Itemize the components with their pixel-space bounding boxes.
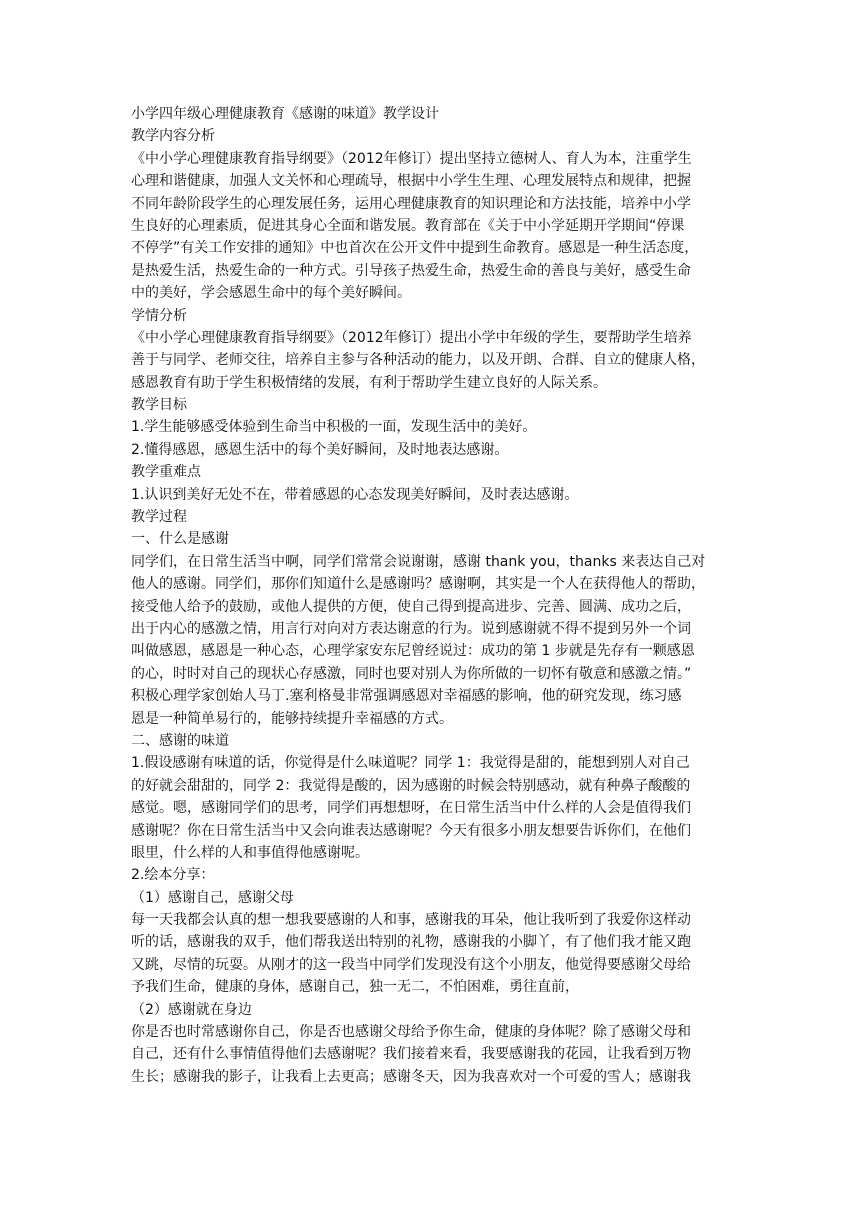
section-heading: 教学目标 [131, 397, 187, 414]
subsection-heading: 二、感谢的味道 [131, 732, 229, 749]
section-heading: 教学内容分析 [131, 128, 215, 145]
list-item: 1.学生能够感受体验到生命当中积极的一面，发现生活中的美好。 [131, 419, 537, 436]
paragraph-line: 同学们，在日常生活当中啊，同学们常常会说谢谢，感谢 thank you，thanks 来表达自己对 [131, 553, 706, 570]
paragraph-line: 不停学”有关工作安排的通知》中也首次在公开文件中提到生命教育。感恩是一种生活态度， [131, 240, 699, 257]
subsection-heading: 一、什么是感谢 [131, 531, 229, 548]
paragraph-line: 善于与同学、老师交往，培养自主参与各种活动的能力，以及开朗、合群、自立的健康人格， [131, 352, 705, 369]
paragraph-line: 《中小学心理健康教育指导纲要》（2012年修订）提出坚持立德树人、育人为本，注重学生 [131, 150, 692, 167]
paragraph-line: 中的美好，学会感恩生命中的每个美好瞬间。 [131, 285, 411, 302]
paragraph-line: 1.假设感谢有味道的话，你觉得是什么味道呢？同学 1：我觉得是甜的，能想到别人对自己 [131, 755, 690, 772]
paragraph-line: 出于内心的感激之情，用言行对向对方表达谢意的行为。说到感谢就不得不提到另外一个词 [131, 620, 691, 637]
paragraph-line: 积极心理学家创始人马丁.塞利格曼非常强调感恩对幸福感的影响，他的研究发现，练习感 [131, 688, 682, 705]
section-heading: 教学过程 [131, 509, 187, 526]
paragraph-line: 叫做感恩，感恩是一种心态，心理学家安东尼曾经说过：成功的第 1 步就是先存有一颗感恩 [131, 643, 695, 660]
section-heading: 教学重难点 [131, 464, 201, 481]
paragraph-line: 的好就会甜甜的，同学 2：我觉得是酸的，因为感谢的时候会特别感动，就有种鼻子酸酸的 [131, 777, 691, 794]
paragraph-line: 每一天我都会认真的想一想我要感谢的人和事，感谢我的耳朵，他让我听到了我爱你这样动 [131, 912, 691, 929]
paragraph-line: 予我们生命，健康的身体，感谢自己，独一无二，不怕困难，勇往直前， [131, 979, 579, 996]
paragraph-line: 感觉。嗯，感谢同学们的思考，同学们再想想呀，在日常生活当中什么样的人会是值得我们 [131, 800, 691, 817]
paragraph-line: 他人的感谢。同学们，那你们知道什么是感谢吗？感谢啊，其实是一个人在获得他人的帮助， [131, 576, 705, 593]
paragraph-line: 又跳，尽情的玩耍。从刚才的这一段当中同学们发现没有这个小朋友，他觉得要感谢父母给 [131, 956, 691, 973]
paragraph-line: 接受他人给予的鼓励，或他人提供的方便，使自己得到提高进步、完善、圆满、成功之后， [131, 598, 691, 615]
paragraph-line: 《中小学心理健康教育指导纲要》（2012年修订）提出小学中年级的学生，要帮助学生培养 [131, 329, 692, 346]
subsection-heading: （2）感谢就在身边 [131, 1001, 252, 1018]
paragraph-line: 自己，还有什么事情值得他们去感谢呢？我们接着来看，我要感谢我的花园，让我看到万物 [131, 1046, 691, 1063]
document-title: 小学四年级心理健康教育《感谢的味道》教学设计 [131, 106, 439, 122]
paragraph-line: 的心，时时对自己的现状心存感激，同时也要对别人为你所做的一切怀有敬意和感激之情。” [131, 665, 692, 682]
paragraph-line: 听的话，感谢我的双手，他们帮我送出特别的礼物，感谢我的小脚丫，有了他们我才能又跑 [131, 934, 691, 951]
paragraph-line: 感谢呢？你在日常生活当中又会向谁表达感谢呢？今天有很多小朋友想要告诉你们，在他们 [131, 822, 691, 839]
paragraph-line: 生长；感谢我的影子，让我看上去更高；感谢冬天，因为我喜欢对一个可爱的雪人；感谢我 [131, 1068, 691, 1085]
document-body [131, 103, 736, 1088]
paragraph-line: 恩是一种简单易行的，能够持续提升幸福感的方式。 [131, 710, 453, 727]
paragraph-line: 感恩教育有助于学生积极情绪的发展，有利于帮助学生建立良好的人际关系。 [131, 374, 607, 391]
paragraph-line: 是热爱生活，热爱生命的一种方式。引导孩子热爱生命，热爱生命的善良与美好，感受生命 [131, 262, 691, 279]
list-item: 1.认识到美好无处不在，带着感恩的心态发现美好瞬间，及时表达感谢。 [131, 486, 579, 503]
paragraph-line: 心理和谐健康，加强人文关怀和心理疏导，根据中小学生生理、心理发展特点和规律，把握 [131, 173, 691, 190]
list-item: 2.懂得感恩，感恩生活中的每个美好瞬间，及时地表达感谢。 [131, 441, 509, 458]
section-heading: 学情分析 [131, 307, 187, 324]
paragraph-line: 你是否也时常感谢你自己，你是否也感谢父母给予你生命，健康的身体呢？除了感谢父母和 [131, 1024, 691, 1041]
paragraph-line: 生良好的心理素质，促进其身心全面和谐发展。教育部在《关于中小学延期开学期间“停课 [131, 217, 685, 234]
paragraph-line: 不同年龄阶段学生的心理发展任务，运用心理健康教育的知识理论和方法技能，培养中小学 [131, 195, 691, 212]
subsection-heading: （1）感谢自己，感谢父母 [131, 889, 294, 906]
list-item: 2.绘本分享： [131, 867, 215, 884]
paragraph-line: 眼里，什么样的人和事值得他感谢呢。 [131, 844, 369, 861]
